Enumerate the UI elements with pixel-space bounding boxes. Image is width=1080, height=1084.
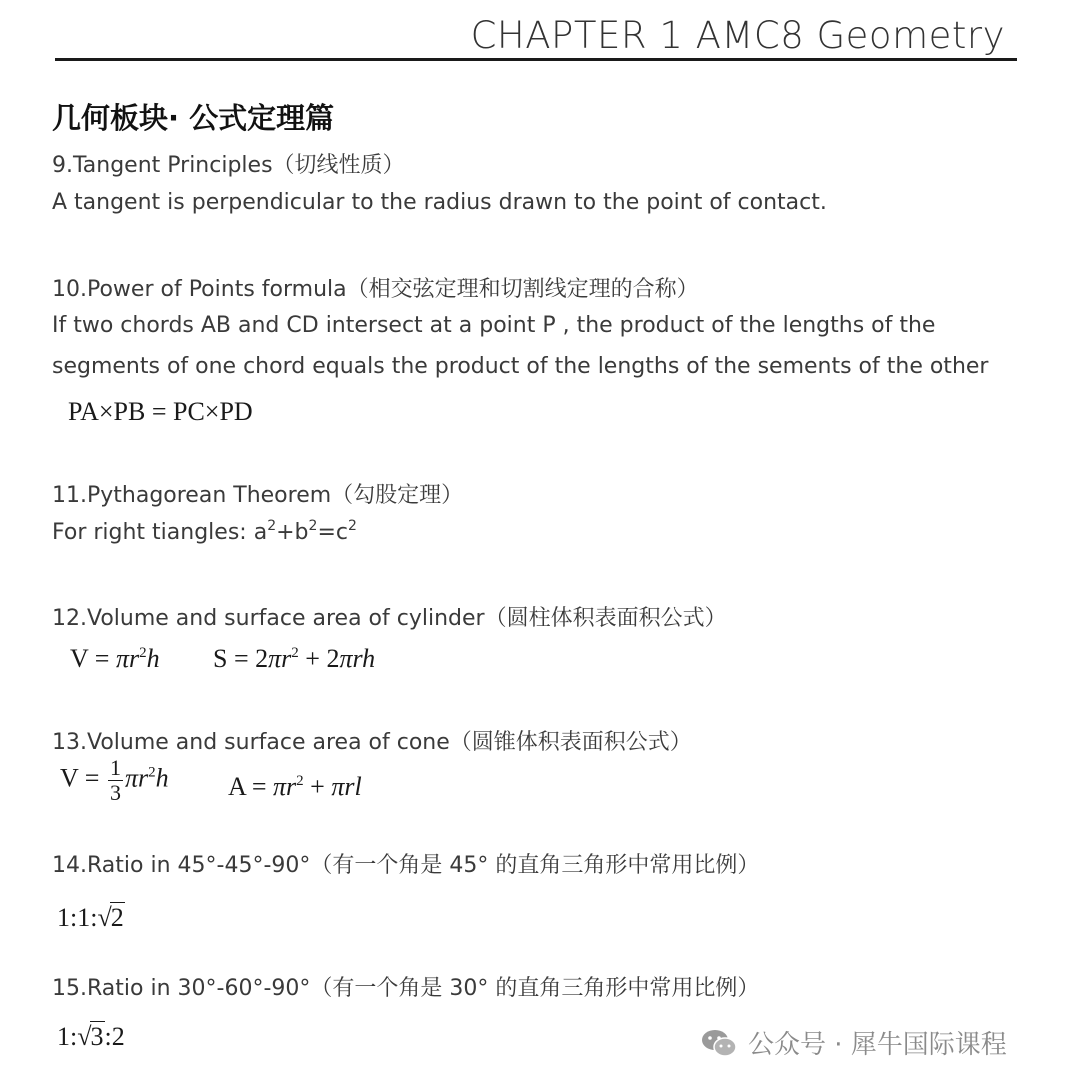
radicand: 3	[90, 1022, 104, 1051]
item-10-heading: 10.Power of Points formula（相交弦定理和切割线定理的合称）	[52, 277, 699, 302]
f-exp: 2	[148, 764, 156, 781]
ratio-prefix: 1:1:	[57, 903, 98, 932]
var-b: b	[294, 520, 309, 545]
header-rule	[55, 58, 1017, 61]
watermark	[700, 1024, 1007, 1061]
exp-c: 2	[347, 518, 357, 534]
f-h: h	[155, 763, 169, 793]
item-10-formula: PA×PB = PC×PD	[68, 397, 253, 426]
f-pir: πr	[268, 644, 292, 673]
var-a: a	[253, 520, 268, 545]
var-c: c	[335, 520, 348, 545]
item-14-ratio	[57, 903, 125, 933]
item-14-heading: 14.Ratio in 45°-45°-90°（有一个角是 45° 的直角三角形中常用比例）	[52, 853, 760, 878]
f-exp: 2	[139, 645, 147, 661]
item-13-formula-volume	[60, 756, 169, 805]
f-left: V =	[70, 644, 116, 673]
fraction-one-third	[108, 756, 123, 805]
exp-b: 2	[308, 518, 318, 534]
plus-sign: +	[276, 520, 295, 545]
item-13-formula-surface	[228, 772, 362, 802]
item-12-formula-surface	[213, 644, 375, 674]
item-10-text-1: If two chords AB and CD intersect at a point P , the product of the lengths of the	[52, 313, 936, 338]
frac-den: 3	[109, 780, 121, 805]
f-mid: + 2	[298, 644, 340, 673]
watermark-text: 公众号 · 犀牛国际课程	[748, 1030, 1007, 1060]
item-11-prefix: For right tiangles:	[52, 520, 254, 545]
radicand: 2	[110, 903, 124, 932]
item-9-heading: 9.Tangent Principles（切线性质）	[52, 153, 405, 178]
f-h: h	[146, 644, 160, 673]
f-mid: +	[303, 772, 332, 801]
ratio-prefix: 1:	[57, 1022, 78, 1051]
item-9-text: A tangent is perpendicular to the radius drawn to the point of contact.	[52, 190, 827, 215]
f-pirh: πrh	[339, 644, 376, 673]
item-11-text	[52, 518, 357, 545]
item-13-heading: 13.Volume and surface area of cone（圆锥体积表面积公式）	[52, 730, 692, 755]
sqrt-two: √2	[97, 903, 124, 932]
sqrt-three: √3	[77, 1022, 104, 1051]
f-pirl: πrl	[331, 772, 362, 801]
ratio-suffix: :2	[104, 1022, 125, 1051]
section-title: 几何板块· 公式定理篇	[52, 101, 335, 135]
item-15-heading: 15.Ratio in 30°-60°-90°（有一个角是 30° 的直角三角形中常用比例）	[52, 976, 760, 1001]
f-pir: πr	[115, 644, 140, 673]
f-left: S = 2	[213, 644, 269, 673]
frac-num: 1	[109, 755, 121, 780]
equals-sign: =	[317, 520, 336, 545]
item-15-ratio	[57, 1022, 125, 1052]
f-pir: πr	[273, 772, 297, 801]
f-pir: πr	[124, 763, 149, 793]
wechat-icon	[700, 1028, 738, 1058]
header-title: CHAPTER 1 AMC8 Geometry	[470, 14, 1005, 57]
f-exp: 2	[296, 773, 304, 789]
item-12-formula-volume	[70, 644, 160, 674]
f-left: V =	[60, 763, 106, 793]
f-exp: 2	[291, 645, 299, 661]
f-left: A =	[228, 772, 274, 801]
exp-a: 2	[267, 518, 277, 534]
item-12-heading: 12.Volume and surface area of cylinder（圆柱体积表面积公式）	[52, 606, 727, 631]
item-11-heading: 11.Pythagorean Theorem（勾股定理）	[52, 483, 464, 508]
item-10-text-2: segments of one chord equals the product of the lengths of the sements of the other	[52, 354, 989, 379]
